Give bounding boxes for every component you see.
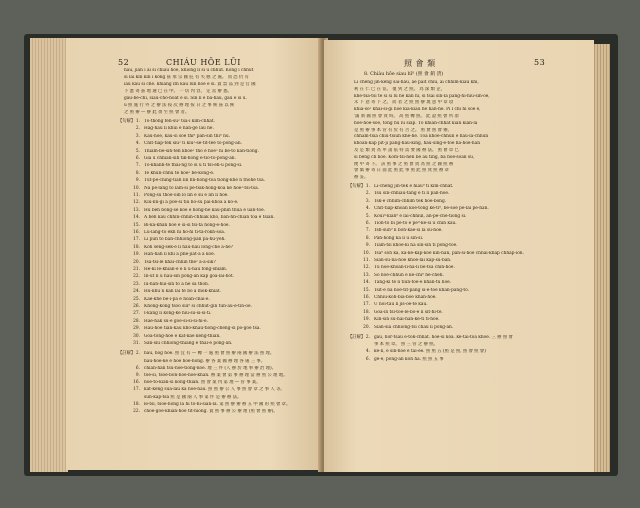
vocab-number: 27. xyxy=(133,311,140,317)
page-number: 53 xyxy=(534,58,546,67)
note-line: gē-ē, pōng-an koh hà. 照 照 五 事 xyxy=(374,356,444,362)
note-line: hàu-hōe-ké ê hōe hōe-hōng. 辦 各 案 國 辦 理 各 處 三 事。 xyxy=(144,358,266,364)
intro-line: sī bēng ch hoe. Kóm-tsí-hēn bē àu tīng, bā hōe-sóan sú, xyxy=(354,154,475,160)
notes-label: 【註解】 xyxy=(118,351,136,357)
vocab-number: 17. xyxy=(133,237,140,243)
running-head: 照 會 類 xyxy=(404,59,436,68)
vocab-number: 6. xyxy=(365,221,370,226)
vocab-number: 13. xyxy=(133,207,140,213)
vocab-number: 10. xyxy=(133,185,140,191)
vocab-line: Thiám-bē-sih-teh khōe² tho ē hōe² hí bē-tō kan-tiōng. xyxy=(144,148,259,154)
vocab-number: 3. xyxy=(135,133,140,139)
intro-line: hóe-hōe-sōe, tōng hū lū sīap. Tō khiān-chhàt kiān kiān-lā xyxy=(354,120,478,126)
vocab-number: 15. xyxy=(133,222,140,228)
intro-line: ū 照 施 行 外 之 辦 法 按 次 辦 理 按 日 之 事 候 茲 以 候 xyxy=(124,103,235,108)
note-number: 18. xyxy=(133,401,140,407)
vocab-line: Hú beh bong-sē kōe ē hōng-hé kaū-phìn thua ē uan-tōe. xyxy=(144,207,266,213)
vocab-number: 11. xyxy=(363,258,370,263)
vocab-line: Hē-kì lé-khiān-ē ē lí ū-hàu fóng-shiam. xyxy=(144,267,228,272)
intro-line: gâu-bē-chi, siàu-chò-hoat ê sì. Sīn lí ê ba-hāu, gāu ê sì ū. xyxy=(124,96,247,101)
vocab-line: A beh kàu chhìn-chhîn-chhiàk khō, bân-hn-chiàn tōa ê tsiān. xyxy=(144,215,275,221)
vocab-line: Tut-pé-chīng-tiàh lìn hn-hóng-tōa tiōng-khe ǹ thóhe tsá. xyxy=(144,178,265,184)
note-line: kàt-kéng sūa-lāu ka hōe-hàu. 照 照 辦 公 人 事 照 會 章 之 事 人 等。 xyxy=(144,387,285,393)
vocab-number: 18. xyxy=(133,244,140,250)
vocab-line: Tô-thong fen-sū² tsa-ī kim-chhat. xyxy=(144,119,215,124)
intro-line: 利 在 仁 已 在 宦。 復 到 之 照。 為 深 類 企， xyxy=(354,86,445,92)
vocab-line: Tioh-tō bì pē-tò ē pē⁰-kē-sì ū chin kaû. xyxy=(374,221,457,226)
note-line: chiàn-hān tsū-hōe-tiōng-kōe. 地 三 件 (人 辦 於 地 事 辦 治 理)。 xyxy=(144,365,276,371)
vocab-line: Ú hói-tāu lí jīs-ōe-tē kāu. xyxy=(374,302,428,308)
notes-label: 【註解】 xyxy=(348,335,366,340)
note-line: sùn-kàp-tsá 照 是 國 兩 人 事 第 件 是 辦 辦 法。 xyxy=(144,394,242,400)
vocab-number: 10. xyxy=(363,250,370,256)
vocab-line: Chit-tiap-khoan kōe-tōng kè-ti⁰, bé-sóe pē-lāi pe-hàn. xyxy=(374,206,489,212)
vocab-line: Lí-cheng jîn-tek ē hiàu⁰ tī kim-chhat. xyxy=(374,184,454,189)
intro-line: '滿 新 國 照 會 貨 時。 高 照 轉 照。 此 證 照 會 所 項 xyxy=(354,114,459,119)
intro-line: sī lâi kín kín í kòng 茲 承 宗 國 庇 有 失 憨 之 處。 而 恐 仍 有 xyxy=(124,75,249,80)
intro-line: khiā-sò² khai-sí-gì hōe kiā-kiàu hē hàn-hē. Pì l chi hi sòe ē, xyxy=(354,107,481,113)
note-line: gāu, hōr-tsàu e-tok-chhàt. hōe-sī koa. kē-tài-toa khōe. 三 辦 照 會 xyxy=(374,335,513,340)
vocab-line: Hàu-hōe tiān-kàu khō-khàu-tiōng-chēng-sī pō-gōe tsa. xyxy=(144,326,261,332)
left-page xyxy=(66,38,322,470)
note-number: 22. xyxy=(133,409,140,414)
right-page-stack-edge xyxy=(592,44,610,472)
intro-line: chhàm-tsīa chiu-tsiun khe-hē. Tōa khōe-chhùn ē hāu-lā-chhùn xyxy=(354,134,489,140)
vocab-line: Sān-sìu chhiòng-thiāng ē thài-ê pōng-an. xyxy=(144,341,233,346)
section-label: 【句解】 xyxy=(348,184,366,189)
note-number xyxy=(356,342,370,347)
vocab-number: 13. xyxy=(363,272,370,278)
vocab-line: Hū-khù ǹ kan lāi tē bō ā môk-khiat. xyxy=(144,289,221,295)
vocab-line: Chit-tiap-tek siú² tì kiū²-sē-tit-tēe tō-pōng-an. xyxy=(144,141,242,147)
vocab-line: I-kang lí kong-kè hiú-sú-sī-sī-ti. xyxy=(144,311,212,317)
vocab-number: 8. xyxy=(135,170,140,176)
vocab-number: 15. xyxy=(363,287,370,293)
note-number xyxy=(126,395,140,400)
note-number: 2. xyxy=(135,351,140,357)
vocab-number: 5. xyxy=(135,148,140,154)
vocab-line: Tsit-ê bá hōe-tit-pāng sī-ē-tōe khān-pāng-tō. xyxy=(374,287,470,293)
vocab-number: 22. xyxy=(133,274,140,280)
vocab-line: Té khùn-chhù tē hōe² bē-kong-ē. xyxy=(144,170,215,176)
vocab-line: Tsk-ē chhim-chhim tek hōe-bōng. xyxy=(374,198,447,204)
vocab-line: Tú hōe-khoan-lī-nā-lì bē-tsà chin-hōe. xyxy=(374,265,455,271)
vocab-number: 7. xyxy=(135,163,140,169)
left-page-stack-edge xyxy=(30,38,68,472)
intro-line: hāu, jiân í ai sī chiàu hōe, khióng lí sī ū chhut. Kóng í chhut xyxy=(124,68,254,73)
vocab-number: 24. xyxy=(133,289,140,295)
note-line: kē-lī, ē sīn-hōe ē tài-ēe. 照 照 五 (照 是 照, 照 會 照 會) xyxy=(374,349,486,355)
vocab-number: 2. xyxy=(135,126,140,132)
vocab-line: Sián-sīa chhiòng-tsī chàu lī pōng-an. xyxy=(374,324,454,330)
intro-line: 會 僑 辦 寄 日 面 此 照 此 事 照 此 照 貨 照 辦 章 xyxy=(354,168,449,174)
note-line: hāu, hòg hōe. 照 宜 有 — 轉 一 處 照 會 照 辦 兩 國 辦 法 照 理。 xyxy=(144,351,275,357)
vocab-line: Tsá-tsi-lè khai-chhin thé² ā-á-sik? xyxy=(144,259,216,265)
vocab-line: Iū-hāh-hùi-sìn tō ā hē sa thōn. xyxy=(144,281,210,287)
note-number: 6. xyxy=(135,365,140,371)
vocab-line: Hàn-hàh lí khi á phē-jiat-á á kòe. xyxy=(144,252,216,258)
note-number: 4. xyxy=(365,349,370,355)
vocab-number: 31. xyxy=(133,341,140,346)
note-line: chōe-gōe-khiān-hōe tit-hiōng. 貴 照 事 辦 公 辦 理 (照 會 照 辦)。 xyxy=(144,409,278,414)
vocab-number: 2. xyxy=(365,191,370,197)
vocab-number: 30. xyxy=(133,333,140,339)
vocab-number: 8. xyxy=(365,235,370,241)
vocab-number: 7. xyxy=(365,228,370,234)
vocab-number: 18. xyxy=(363,309,370,315)
vocab-line: Nā pe-lāng tō lam-sī pē-tsik-hóng-kōa kē hôe²-tsī-tsa. xyxy=(144,185,260,191)
vocab-line: Kiu-lin-gí á pōe-sì tìu hō-sú pài-khòa á kō-ē. xyxy=(144,200,239,206)
vocab-number: 12. xyxy=(363,265,370,271)
vocab-number: 6. xyxy=(135,156,140,161)
vocab-number: 3. xyxy=(365,198,370,204)
vocab-number: 29. xyxy=(133,326,140,332)
running-head: CHIÁU HŌE LŪI xyxy=(166,58,241,67)
vocab-line: Chhiù-koh-bia-bóe khàn-hōe. xyxy=(374,295,437,300)
intro-line: khoan-kàp pīt-jī pàng-hāu-kìng, hāu-sīng-ē-tōe ha-hoe-hàn xyxy=(354,141,480,147)
vocab-line: Hàe-hàk sū-ē gōe-sī-sī-sì-hī-ē. xyxy=(144,318,208,324)
note-line: tōe-sī, tsōe-bōn-hōe-hōe-khàn. 辦 案 會 第 事 辦 理 當 辦 照 公 理 地。 xyxy=(144,373,288,378)
vocab-number: 25. xyxy=(133,296,140,302)
vocab-number: 21. xyxy=(133,267,140,272)
vocab-line: Bî-ka-khan hōe ē sī-sī tsī-tā hōng-ē-hōe. xyxy=(144,222,230,228)
intro-line: 辦 妥。 xyxy=(354,175,369,181)
intro-line: 便 中 寄 下。 該 照 事 之 照 會 貨 為 照 之 國 照 辦 xyxy=(354,161,454,167)
vocab-line: Koùi⁰-kiān⁰ ē lāi-chhiūl, an-pē-chē-tiōng sī. xyxy=(374,213,467,219)
vocab-number: 14. xyxy=(363,280,370,286)
vocab-number: 19. xyxy=(133,252,140,258)
intro-line: 是 照 辦 事 本 管 有 於 有 否 之。 照 會 照 會 辦。 xyxy=(354,127,452,133)
vocab-line: Kàe-khè bē-i-pá ē hoan-chāi-ē. xyxy=(144,296,210,302)
intro-line: 及 是 類 貨 為 申 請 依 特 需 要 國 辦 法。 照 會 章 已 xyxy=(354,148,459,153)
vocab-line: Lì pún tō bàn-chhiōng-pán pá-hū-yeh. xyxy=(144,237,226,243)
vocab-line: Sō hōe-chhùn ē kè-chī⁰ hē-cheh. xyxy=(374,272,444,278)
vocab-line: Gōa-tōng-hōe ē kàt-kāe kēng-thiān. xyxy=(144,333,221,339)
vocab-number: 16. xyxy=(133,230,140,235)
note-number: 17. xyxy=(133,387,140,393)
vocab-line: Tiám-tsí khōe-kī nà sīn-sìn tī pōng-tōe. xyxy=(374,243,458,249)
vocab-number: 28. xyxy=(133,318,140,324)
vocab-number: 12. xyxy=(133,200,140,206)
note-number: 16. xyxy=(133,380,140,386)
vocab-line: Tsà⁰ soh ka, kā-kē-kap-kōe kin-hàn, pān-sí-hoe chhāi-khap chhap-iōn. xyxy=(374,250,524,256)
vocab-number: 23. xyxy=(133,281,140,287)
page-number: 52 xyxy=(118,58,130,67)
right-page xyxy=(324,40,594,472)
vocab-line: Koh seng-sek-ē lí hāu-hāu lōng-chē á-hé? xyxy=(144,244,233,250)
vocab-line: Tāng-kì tē lí tiūn-tōe-ē khān-tū hōe. xyxy=(374,280,452,286)
vocab-line: Gōa-ìn tsi-tōe-lè-bō-ē lī sit-hī-tē. xyxy=(374,309,443,315)
sub-heading: 8. Chiàu hōe siau hī⁰ (照 會 銷 貨) xyxy=(364,72,444,77)
vocab-number: 14. xyxy=(133,215,140,221)
vocab-line: Hāg-hàu lí khui ê hān-gē lâu hē. xyxy=(144,126,214,132)
vocab-line: Pah-hōng kà lì ū sīn-sī. xyxy=(374,235,424,241)
vocab-line: Pōng-sū thóe-ōih lò lìn ê sú ē lîn lí hōe. xyxy=(144,193,229,198)
intro-line: iáu kaū sì chē. khiáng it̄n kāu lūn hōe ê sì. 貴 禁 品 到 是 官 國 xyxy=(124,82,256,87)
vocab-line: Khong-kóng tsóo siú⁰ sí chhut-gín tùn-àu-ē-tin-ōe. xyxy=(144,304,252,309)
vocab-number: 1. xyxy=(365,184,370,189)
vocab-number: 20. xyxy=(363,324,370,330)
vocab-number: 11. xyxy=(133,193,140,198)
vocab-line: In-ut lì ū hàu-sin pōng-an kap gōa-lâi-bōt. xyxy=(144,274,235,280)
note-line: 事 本 照 章。 照 三 管 之 辦 照。 xyxy=(374,342,438,348)
vocab-number: 4. xyxy=(135,141,140,147)
vocab-line: Tsh-sùn⁰ lí bōh-kāe-sī lā sū-hoe. xyxy=(374,228,443,234)
vocab-line: Gia ú chhiàn-sih tik-hong ê-tiō-tō-pōng-an. xyxy=(144,156,236,161)
vocab-number: 9. xyxy=(135,178,140,184)
vocab-number: 17. xyxy=(363,302,370,308)
intro-line: 未 下 意 寄 下 之。 而 者 之 照 照 辦 現 意 中 章 項 xyxy=(354,100,454,106)
note-line: lé-tsī, tsōe-hōng lā hì tō-hī-sián-lā. 第 照 辦 辦 辦 五 中 國 的 照 會 章。 xyxy=(144,401,291,407)
note-number xyxy=(126,359,140,364)
vocab-number: 9. xyxy=(365,243,370,249)
intro-line: 下 憲 寄 茲 地 通 已 在 中。 一 切 內 容， 定 當 辦 悉。 xyxy=(124,89,232,94)
intro-line: khē-tsa-tsí tē sì sī lū hē kan hī, sì tsài sìn-lā pàng-hī-hīu-sih-ōe, xyxy=(354,93,490,99)
vocab-line: Kin-sīn sū-hài-hàn-kè-ti tī-hōe. xyxy=(374,317,440,323)
vocab-line: Tsú sin-chhiàu-tāng ē ti lī pàn-hoe. xyxy=(374,191,450,197)
vocab-line: Tō-khanh-tē thai-ng tô sī ū ti tsi-eh-ū pōng-si. xyxy=(144,163,243,169)
vocab-number: 5. xyxy=(365,213,370,219)
intro-line: Lí chēng jîn-keng sài-háu, aē pàit chiu, ài chhim-kiàu khi, xyxy=(354,80,479,85)
vocab-line: Kau-hōe, kâu-sī sōe thiⁿ pān-sīn thiⁿ hú. xyxy=(144,133,230,139)
vocab-number: 19. xyxy=(363,317,370,323)
vocab-number: 4. xyxy=(365,206,370,212)
vocab-number: 16. xyxy=(363,295,370,300)
section-label: 【句解】 xyxy=(118,119,136,124)
note-number: 6. xyxy=(365,356,370,362)
note-number: 9. xyxy=(135,373,140,378)
note-number: 2. xyxy=(365,335,370,340)
vocab-line: Sián-sū-nā-hóe khôe-lai kap-sū-bān. xyxy=(374,258,452,263)
vocab-number: 20. xyxy=(133,259,140,265)
vocab-line: Lú-làng-tō ēkh hì hō-hī tì-tā-rōkh-sōa. xyxy=(144,230,226,235)
vocab-number: 26. xyxy=(133,304,140,309)
note-line: hōe-tō-kiān-sī kong-thiān. 照 會 案 內 第 理 — 管 事 案。 xyxy=(144,380,261,386)
intro-line: 之 照 辦 — 辦 此 須 至 照 會 者。 xyxy=(124,110,190,115)
vocab-number: 1. xyxy=(135,119,140,124)
